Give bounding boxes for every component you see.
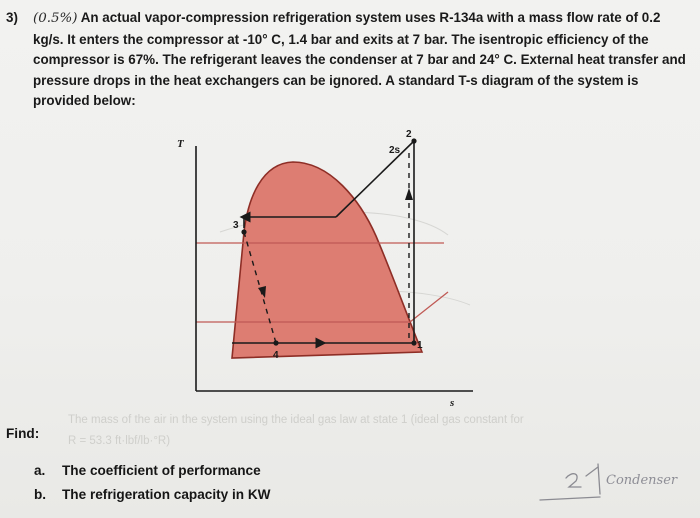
problem-points: (0.5%) [33, 11, 78, 26]
faint-line-1: The mass of the air in the system using the ideal gas law at state 1 (ideal gas constant for [68, 414, 524, 426]
point-2s-label: 2s [389, 145, 401, 156]
question-b-label: b. [34, 487, 47, 502]
faint-line-2: R = 53.3 ft·lbf/lb·°R) [68, 435, 171, 447]
point-3-label: 3 [233, 220, 239, 231]
handwritten-condenser: Condenser [606, 473, 678, 488]
point-1-label: 1 [417, 340, 423, 351]
find-label: Find: [6, 426, 40, 441]
point-2-label: 2 [406, 129, 412, 140]
question-b-text: The refrigeration capacity in KW [62, 487, 271, 502]
question-a-text: The coefficient of performance [62, 463, 261, 478]
point-4-label: 4 [273, 350, 279, 361]
problem-number: 3) [6, 10, 18, 25]
question-a-label: a. [34, 463, 46, 478]
problem-text: An actual vapor-compression refrigeration system uses R-134a with a mass flow rate of 0.2 kg/s. It enters the compressor at -10° C, 1.4 bar and exits at 7 bar. The isentropic efficiency of the compressor is 67%. The refrigerant leaves the condenser at 7 bar and 24° C. External heat transfer and pressure drops in the heat exchangers can be ignored. A standard T-s diagram of the system is provided below: [33, 10, 686, 108]
axis-y-label: T [177, 138, 184, 150]
axis-x-label: s [450, 397, 455, 409]
